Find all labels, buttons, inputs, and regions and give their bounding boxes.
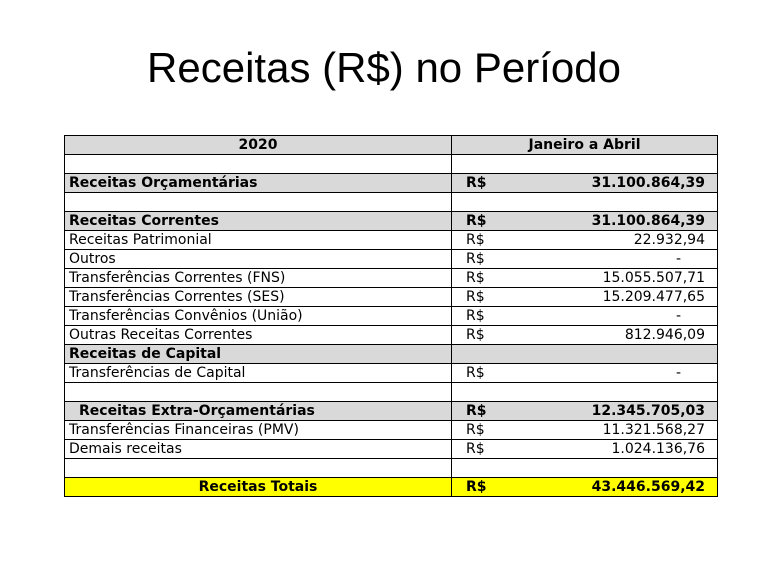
row-currency: R$ [452, 174, 512, 193]
row-value: 31.100.864,39 [512, 212, 718, 231]
header-period: Janeiro a Abril [452, 136, 718, 155]
row-value: 15.209.477,65 [512, 288, 718, 307]
row-label: Outros [65, 250, 452, 269]
row-currency: R$ [452, 326, 512, 345]
row-label: Transferências Financeiras (PMV) [65, 421, 452, 440]
blank-row [65, 155, 718, 174]
row-currency: R$ [452, 440, 512, 459]
row-currency: R$ [452, 402, 512, 421]
row-value: 12.345.705,03 [512, 402, 718, 421]
blank-row [65, 459, 718, 478]
row-label: Receitas Correntes [65, 212, 452, 231]
row-value: 1.024.136,76 [512, 440, 718, 459]
row-value: - [512, 364, 718, 383]
blank-row [65, 193, 718, 212]
total-value: 43.446.569,42 [512, 478, 718, 497]
table-row [65, 421, 718, 440]
row-label: Transferências Convênios (União) [65, 307, 452, 326]
row-currency: R$ [452, 288, 512, 307]
table-row [65, 250, 718, 269]
total-label: Receitas Totais [65, 478, 452, 497]
row-label: Receitas Extra-Orçamentárias [65, 402, 452, 421]
row-value: - [512, 307, 718, 326]
row-label: Receitas Orçamentárias [65, 174, 452, 193]
row-label: Demais receitas [65, 440, 452, 459]
table-header-row [65, 136, 718, 155]
row-label: Receitas Patrimonial [65, 231, 452, 250]
row-currency: R$ [452, 307, 512, 326]
table-row [65, 364, 718, 383]
table-row [65, 345, 718, 364]
row-value: 812.946,09 [512, 326, 718, 345]
row-label: Transferências de Capital [65, 364, 452, 383]
row-value: - [512, 250, 718, 269]
blank-row [65, 383, 718, 402]
row-label: Outras Receitas Correntes [65, 326, 452, 345]
table-row [65, 307, 718, 326]
table-row [65, 231, 718, 250]
table-row [65, 269, 718, 288]
table-row [65, 402, 718, 421]
row-label: Transferências Correntes (SES) [65, 288, 452, 307]
row-value: 22.932,94 [512, 231, 718, 250]
page-title: Receitas (R$) no Período [147, 44, 621, 91]
row-currency: R$ [452, 250, 512, 269]
row-currency: R$ [452, 231, 512, 250]
total-row [65, 478, 718, 497]
revenue-table [64, 135, 718, 497]
row-label: Transferências Correntes (FNS) [65, 269, 452, 288]
row-value [452, 345, 718, 364]
row-currency: R$ [452, 269, 512, 288]
row-currency: R$ [452, 212, 512, 231]
table-row [65, 440, 718, 459]
total-currency: R$ [452, 478, 512, 497]
table-row [65, 212, 718, 231]
header-year: 2020 [65, 136, 452, 155]
table-row [65, 174, 718, 193]
row-value: 31.100.864,39 [512, 174, 718, 193]
row-currency: R$ [452, 364, 512, 383]
row-value: 11.321.568,27 [512, 421, 718, 440]
table-row [65, 288, 718, 307]
table-row [65, 326, 718, 345]
row-currency: R$ [452, 421, 512, 440]
row-value: 15.055.507,71 [512, 269, 718, 288]
row-label: Receitas de Capital [65, 345, 452, 364]
